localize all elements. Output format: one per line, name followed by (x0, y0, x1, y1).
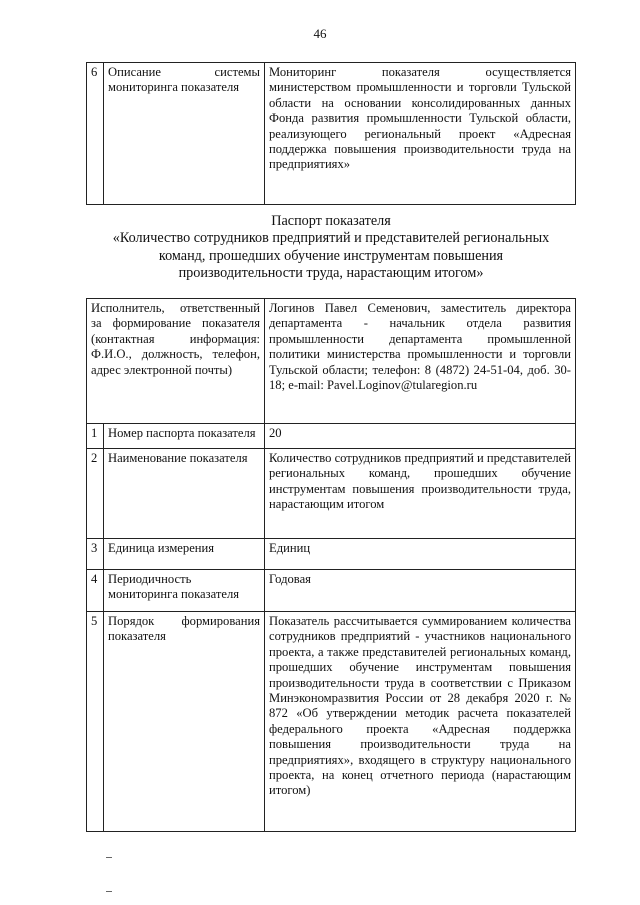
passport-title-line: команд, прошедших обучение инструментам повышения (158, 247, 504, 264)
row-value: Мониторинг показателя осуществляется министерством промышленности и торговли Тульской области на основании консолидированных данных Фонда развития промышленности Тульской области, реализующего региональный проект «Адресная поддержка повышения производительности труда на предприятиях» (265, 63, 576, 205)
row-number: 5 (87, 612, 104, 832)
row-label: Номер паспорта показателя (104, 424, 265, 449)
row-number: 2 (87, 449, 104, 539)
row-value: 20 (265, 424, 576, 449)
row-value: Единиц (265, 539, 576, 570)
scan-mark (106, 857, 112, 858)
row-value: Количество сотрудников предприятий и представителей региональных команд, прошедших обучение инструментам повышения производительности труда, нарастающим итогом (265, 449, 576, 539)
executor-value: Логинов Павел Семенович, заместитель директора департамента - начальник отдела развития промышленности департамента промышленной политики министерства промышленности и торговли Тульской области; телефон: 8 (4872) 24-51-04, доб. 30-18; e-mail: Pavel.Loginov@tularegion.ru (265, 299, 576, 424)
page-number: 46 (313, 26, 327, 41)
table-row (87, 424, 576, 449)
row-value: Годовая (265, 570, 576, 612)
passport-title (86, 213, 576, 282)
row-number: 6 (87, 63, 104, 205)
table-row (87, 570, 576, 612)
row-number: 4 (87, 570, 104, 612)
row-label: Наименование показателя (104, 449, 265, 539)
passport-title-line: Паспорт показателя (271, 213, 391, 229)
table-row (87, 63, 576, 205)
row-label: Порядок формирования показателя (104, 612, 265, 832)
table-header-row (87, 299, 576, 424)
scan-mark (106, 891, 112, 892)
passport-title-line: «Количество сотрудников предприятий и представителей региональных (112, 230, 550, 247)
row-label: Периодичность мониторинга показателя (104, 570, 265, 612)
table-row (87, 539, 576, 570)
table-row (87, 612, 576, 832)
row-label: Описание системы мониторинга показателя (104, 63, 265, 205)
row-label: Единица измерения (104, 539, 265, 570)
passport-table (86, 298, 576, 832)
row-value: Показатель рассчитывается суммированием количества сотрудников предприятий - участников национального проекта, а также представителей региональных команд, прошедших обучение инструментам повышения производительности труда в соответствии с Приказом Минэкономразвития России от 28 декабря 2020 г. № 872 «Об утверждении методик расчета показателей федерального проекта «Адресная поддержка повышения производительности труда на предприятиях», входящего в структуру национального проекта, на конец отчетного периода (нарастающим итогом) (265, 612, 576, 832)
row-number: 3 (87, 539, 104, 570)
executor-label: Исполнитель, ответственный за формирование показателя (контактная информация: Ф.И.О., должность, телефон, адрес электронной почты) (87, 299, 265, 424)
monitoring-table (86, 62, 576, 205)
table-row (87, 449, 576, 539)
passport-title-line: производительности труда, нарастающим итогом» (178, 264, 484, 281)
row-number: 1 (87, 424, 104, 449)
